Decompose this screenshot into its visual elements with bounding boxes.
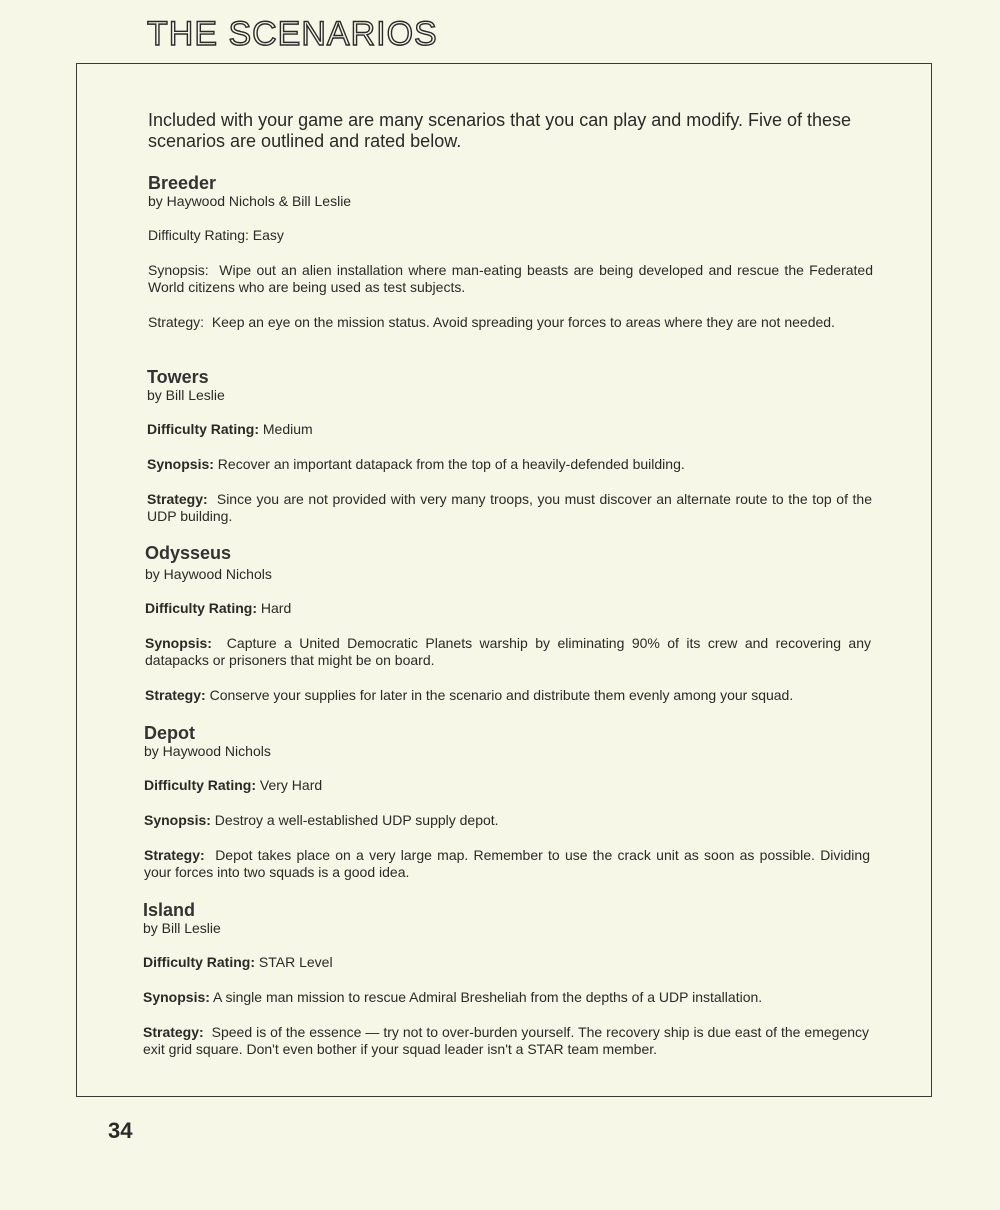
scenario-author: by Bill Leslie xyxy=(147,387,225,403)
strategy-text: Conserve your supplies for later in the scenario and distribute them evenly among your squad. xyxy=(209,687,794,703)
strategy xyxy=(145,687,871,704)
difficulty-label: Difficulty Rating: xyxy=(147,421,259,437)
synopsis-label: Synopsis: xyxy=(144,812,211,828)
scenario-name: Island xyxy=(143,900,196,920)
synopsis-label: Synopsis: xyxy=(148,262,209,278)
difficulty-label: Difficulty Rating: xyxy=(143,954,255,970)
synopsis xyxy=(144,812,870,829)
synopsis-label: Synopsis: xyxy=(147,456,214,472)
synopsis-text: Wipe out an alien installation where man-eating beasts are being developed and rescue the Federated World citizens who are being used as test subjects. xyxy=(148,262,873,295)
synopsis-text: Capture a United Democratic Planets warship by eliminating 90% of its crew and recovering any datapacks or prisoners that might be on board. xyxy=(145,635,872,668)
difficulty-value: STAR Level xyxy=(258,954,333,970)
strategy-label: Strategy: xyxy=(147,491,208,507)
strategy-text: Keep an eye on the mission status. Avoid spreading your forces to areas where they are not needed. xyxy=(211,314,835,330)
strategy-label: Strategy: xyxy=(145,687,206,703)
strategy-label: Strategy: xyxy=(143,1024,204,1040)
synopsis-label: Synopsis: xyxy=(143,989,210,1005)
difficulty-label: Difficulty Rating: xyxy=(145,600,257,616)
scenario-author: by Bill Leslie xyxy=(143,920,221,936)
intro-paragraph: Included with your game are many scenarios that you can play and modify. Five of these scenarios are outlined and rated below. xyxy=(148,110,852,151)
strategy-text: Speed is of the essence — try not to over-burden yourself. The recovery ship is due east of the emegency exit grid square. Don't even bother if your squad leader isn't a STAR team member. xyxy=(143,1024,870,1057)
scenario-name: Depot xyxy=(144,723,195,743)
scenario-name: Breeder xyxy=(148,173,217,193)
difficulty-value: Hard xyxy=(260,600,292,616)
scenario-name: Odysseus xyxy=(145,543,232,563)
strategy xyxy=(148,314,873,331)
synopsis xyxy=(147,456,872,473)
difficulty-rating xyxy=(145,600,871,617)
difficulty-value: Medium xyxy=(262,421,313,437)
synopsis-text: Recover an important datapack from the top of a heavily-defended building. xyxy=(217,456,685,472)
scenario-author: by Haywood Nichols xyxy=(145,566,272,582)
difficulty-label: Difficulty Rating: xyxy=(144,777,256,793)
strategy-text: Since you are not provided with very many troops, you must discover an alternate route to the top of the UDP building. xyxy=(147,491,872,524)
strategy-label: Strategy: xyxy=(148,314,205,330)
scenario-towers xyxy=(147,367,872,525)
scenario-odysseus xyxy=(145,543,871,704)
scenario-breeder xyxy=(148,173,873,331)
difficulty-rating xyxy=(144,777,870,794)
difficulty-rating xyxy=(143,954,869,971)
synopsis xyxy=(145,635,871,669)
page-number: 34 xyxy=(108,1118,133,1143)
scenario-author: by Haywood Nichols xyxy=(144,743,271,759)
scenario-island xyxy=(143,900,869,1058)
strategy xyxy=(143,1024,869,1058)
synopsis-text: A single man mission to rescue Admiral Bresheliah from the depths of a UDP installation. xyxy=(213,989,763,1005)
scenario-depot xyxy=(144,723,870,881)
scenario-name: Towers xyxy=(147,367,209,387)
page-title: THE SCENARIOS xyxy=(147,15,438,53)
strategy xyxy=(144,847,870,881)
synopsis-text: Destroy a well-established UDP supply depot. xyxy=(214,812,499,828)
synopsis-label: Synopsis: xyxy=(145,635,212,651)
difficulty-rating xyxy=(147,421,872,438)
strategy-text: Depot takes place on a very large map. Remember to use the crack unit as soon as possible. Dividing your forces into two squads is a good idea. xyxy=(144,847,870,880)
difficulty-rating xyxy=(148,227,873,244)
difficulty-value: Very Hard xyxy=(259,777,323,793)
scenario-author: by Haywood Nichols & Bill Leslie xyxy=(148,193,352,209)
strategy-label: Strategy: xyxy=(144,847,205,863)
strategy xyxy=(147,491,872,525)
difficulty-label: Difficulty Rating: xyxy=(148,227,249,243)
synopsis xyxy=(148,262,873,296)
difficulty-value: Easy xyxy=(252,227,284,243)
synopsis xyxy=(143,989,869,1006)
